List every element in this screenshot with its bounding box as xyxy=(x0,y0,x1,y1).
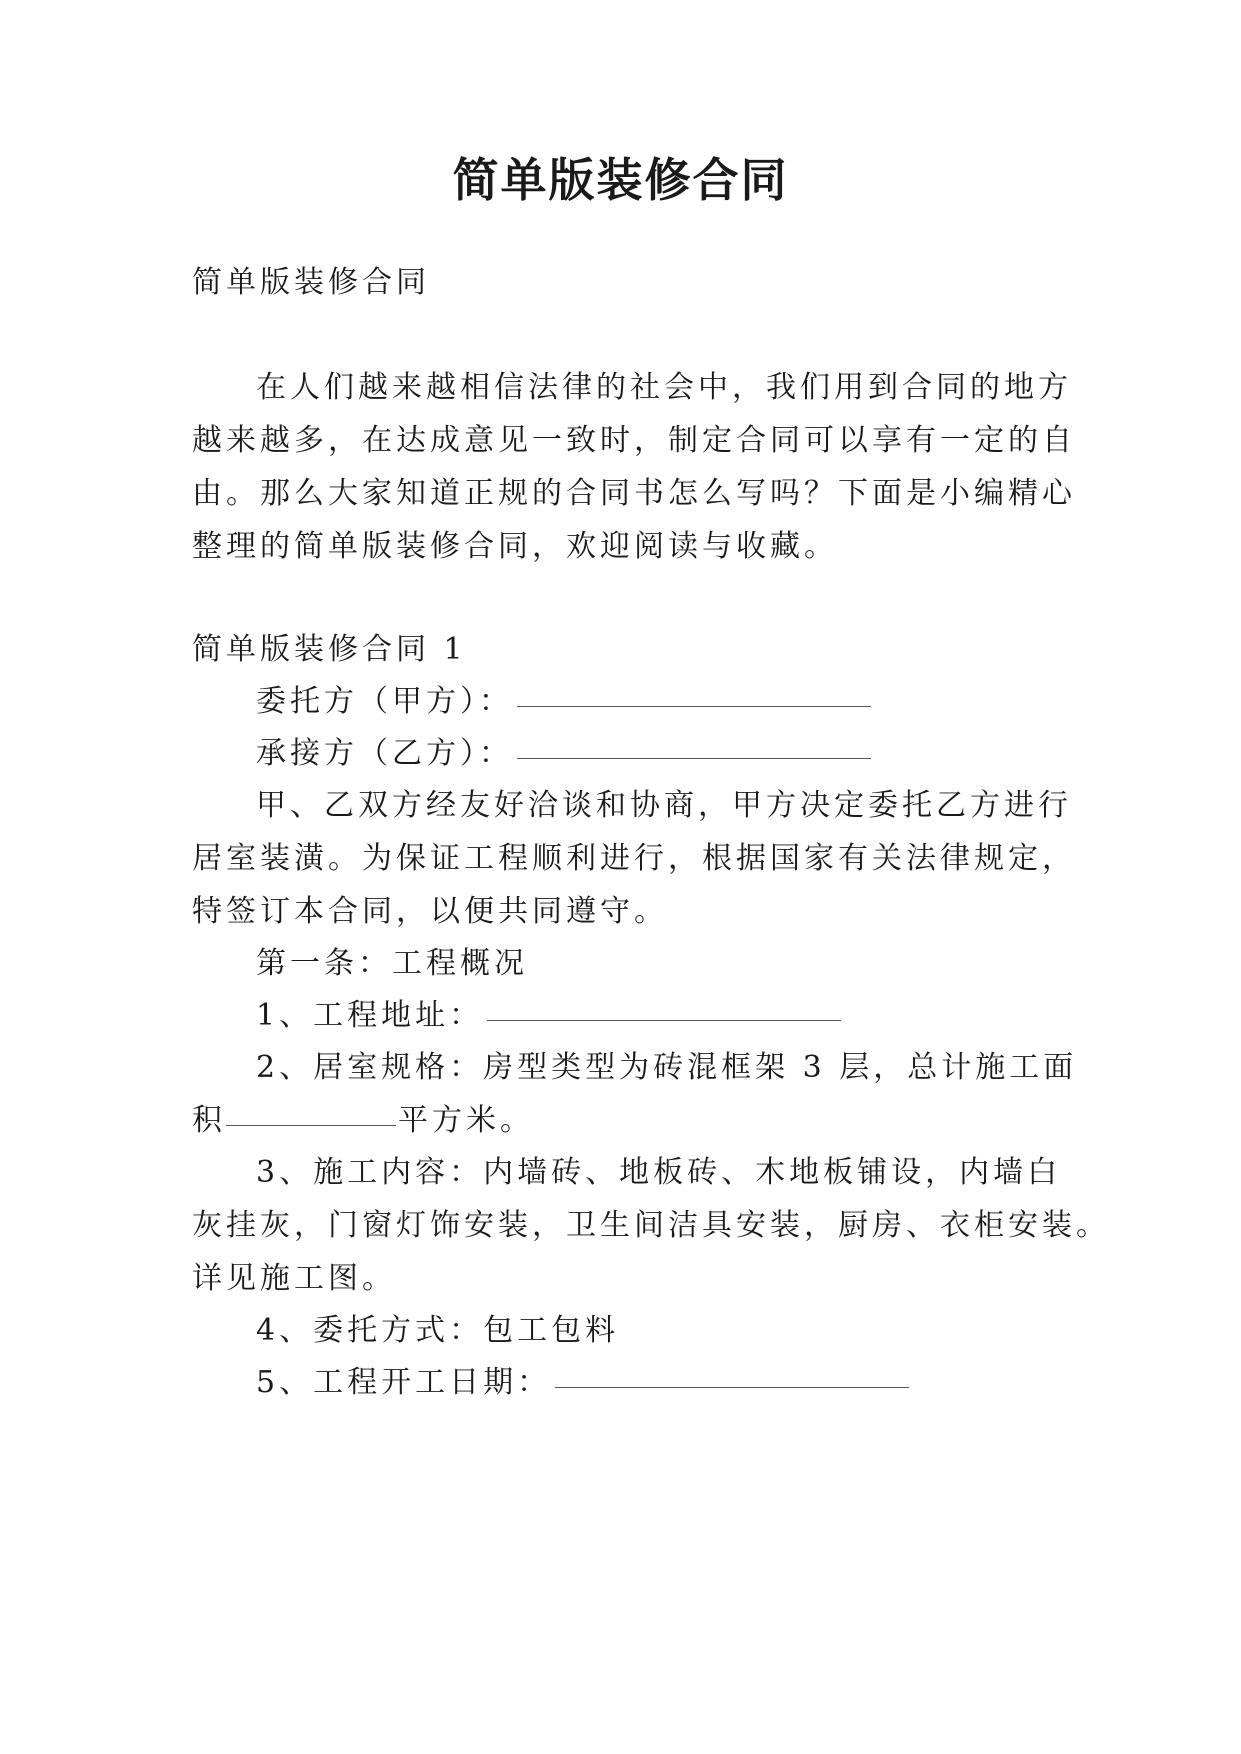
subtitle: 简单版装修合同 xyxy=(192,265,430,300)
item-2-prefix: 积 xyxy=(192,1103,226,1138)
preamble-line-3: 特签订本合同，以便共同遵守。 xyxy=(192,894,668,929)
party-a-row xyxy=(256,682,875,722)
intro-line-1: 在人们越来越相信法律的社会中，我们用到合同的地方 xyxy=(256,370,1072,405)
item-1-label: 1、工程地址： xyxy=(256,998,484,1033)
contract-1-heading: 简单版装修合同 1 xyxy=(192,632,467,667)
item-4: 4、委托方式：包工包料 xyxy=(256,1313,620,1348)
address-blank xyxy=(487,1018,841,1021)
item-2-suffix: 平方米。 xyxy=(398,1103,534,1138)
area-blank xyxy=(226,1123,396,1126)
item-3-line-3: 详见施工图。 xyxy=(192,1261,396,1296)
start-date-blank xyxy=(555,1385,909,1388)
item-3-line-2: 灰挂灰，门窗灯饰安装，卫生间洁具安装，厨房、衣柜安装。 xyxy=(192,1208,1110,1243)
item-2-line-1: 2、居室规格：房型类型为砖混框架 3 层，总计施工面 xyxy=(256,1050,1078,1085)
item-5-row xyxy=(256,1363,913,1403)
intro-line-2: 越来越多，在达成意见一致时，制定合同可以享有一定的自 xyxy=(192,423,1076,458)
preamble-line-2: 居室装潢。为保证工程顺利进行，根据国家有关法律规定， xyxy=(192,841,1076,876)
item-5-label: 5、工程开工日期： xyxy=(256,1365,552,1400)
intro-line-3: 由。那么大家知道正规的合同书怎么写吗？下面是小编精心 xyxy=(192,476,1076,511)
item-1-row xyxy=(256,996,845,1036)
party-a-label: 委托方（甲方）： xyxy=(256,684,513,719)
item-3-line-1: 3、施工内容：内墙砖、地板砖、木地板铺设，内墙白 xyxy=(256,1155,1062,1190)
party-b-label: 承接方（乙方）： xyxy=(256,736,513,771)
party-b-blank xyxy=(517,756,871,759)
document-title: 简单版装修合同 xyxy=(452,153,789,207)
party-a-blank xyxy=(517,704,871,707)
intro-line-4: 整理的简单版装修合同，欢迎阅读与收藏。 xyxy=(192,529,838,564)
article-1-heading: 第一条：工程概况 xyxy=(256,946,528,981)
party-b-row xyxy=(256,734,875,774)
item-2-line-2 xyxy=(192,1101,534,1141)
preamble-line-1: 甲、乙双方经友好洽谈和协商，甲方决定委托乙方进行 xyxy=(256,788,1072,823)
